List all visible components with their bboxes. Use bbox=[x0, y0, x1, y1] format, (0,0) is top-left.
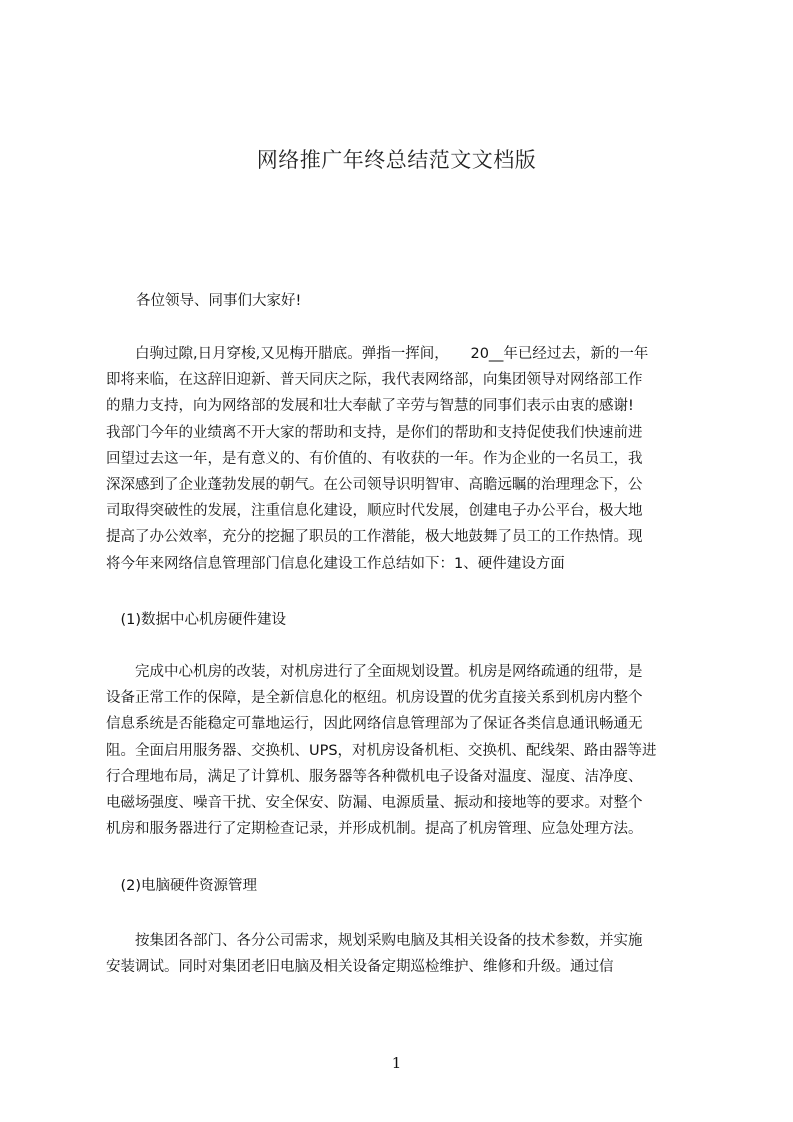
paragraph-line: 电磁场强度、噪音干扰、安全保安、防漏、电源质量、振动和接地等的要求。对整个 bbox=[106, 794, 643, 811]
paragraph-line: 的鼎力支持，向为网络部的发展和壮大奉献了辛劳与智慧的同事们表示由衷的感谢! bbox=[106, 398, 634, 415]
paragraph-line: 安装调试。同时对集团老旧电脑及相关设备定期巡检维护、维修和升级。通过信 bbox=[106, 959, 614, 976]
section-heading-text: (1)数据中心机房硬件建设 bbox=[106, 612, 287, 628]
paragraph-1 bbox=[106, 341, 700, 577]
paragraph-line: 即将来临，在这辞旧迎新、普天同庆之际，我代表网络部，向集团领导对网络部工作 bbox=[106, 372, 643, 389]
paragraph-line: 阻。全面启用服务器、交换机、UPS，对机房设备机柜、交换机、配线架、路由器等进 bbox=[106, 742, 657, 759]
document-title: 网络推广年终总结范文文档版 bbox=[256, 148, 537, 172]
paragraph-line: 白驹过隙,日月穿梭,又见梅开腊底。弹指一挥间， 20__年已经过去，新的一年 bbox=[106, 346, 649, 362]
paragraph-line: 司取得突破性的发展，注重信息化建设，顺应时代发展，创建电子办公平台，极大地 bbox=[106, 503, 643, 520]
paragraph-line: 机房和服务器进行了定期检查记录，并形成机制。提高了机房管理、应急处理方法。 bbox=[106, 821, 643, 838]
paragraph-line: 提高了办公效率，充分的挖掘了职员的工作潜能，极大地鼓舞了员工的工作热情。现 bbox=[106, 529, 643, 546]
greeting bbox=[106, 288, 700, 314]
page-number: 1 bbox=[391, 1054, 402, 1072]
paragraph-line: 完成中心机房的改装，对机房进行了全面规划设置。机房是网络疏通的纽带，是 bbox=[106, 664, 643, 680]
paragraph-line: 信息系统是否能稳定可靠地运行，因此网络信息管理部为了保证各类信息通讯畅通无 bbox=[106, 716, 643, 733]
section-heading-2 bbox=[106, 873, 700, 899]
section-heading-1 bbox=[106, 607, 700, 633]
paragraph-line: 将今年来网络信息管理部门信息化建设工作总结如下：1、硬件建设方面 bbox=[106, 555, 565, 572]
section-heading-text: (2)电脑硬件资源管理 bbox=[106, 878, 258, 894]
paragraph-line: 设备正常工作的保障，是全新信息化的枢纽。机房设置的优劣直接关系到机房内整个 bbox=[106, 690, 643, 707]
paragraph-line: 深深感到了企业蓬勃发展的朝气。在公司领导识明智审、高瞻远瞩的治理理念下，公 bbox=[106, 476, 643, 493]
paragraph-3 bbox=[106, 928, 700, 980]
paragraph-line: 行合理地布局，满足了计算机、服务器等各种微机电子设备对温度、湿度、洁净度、 bbox=[106, 768, 643, 785]
paragraph-line: 我部门今年的业绩离不开大家的帮助和支持，是你们的帮助和支持促使我们快速前进 bbox=[106, 424, 643, 441]
greeting-line: 各位领导、同事们大家好! bbox=[136, 293, 302, 309]
paragraph-line: 按集团各部门、各分公司需求，规划采购电脑及其相关设备的技术参数，并实施 bbox=[106, 933, 643, 949]
paragraph-2 bbox=[106, 659, 700, 842]
paragraph-line: 回望过去这一年，是有意义的、有价值的、有收获的一年。作为企业的一名员工，我 bbox=[106, 450, 643, 467]
